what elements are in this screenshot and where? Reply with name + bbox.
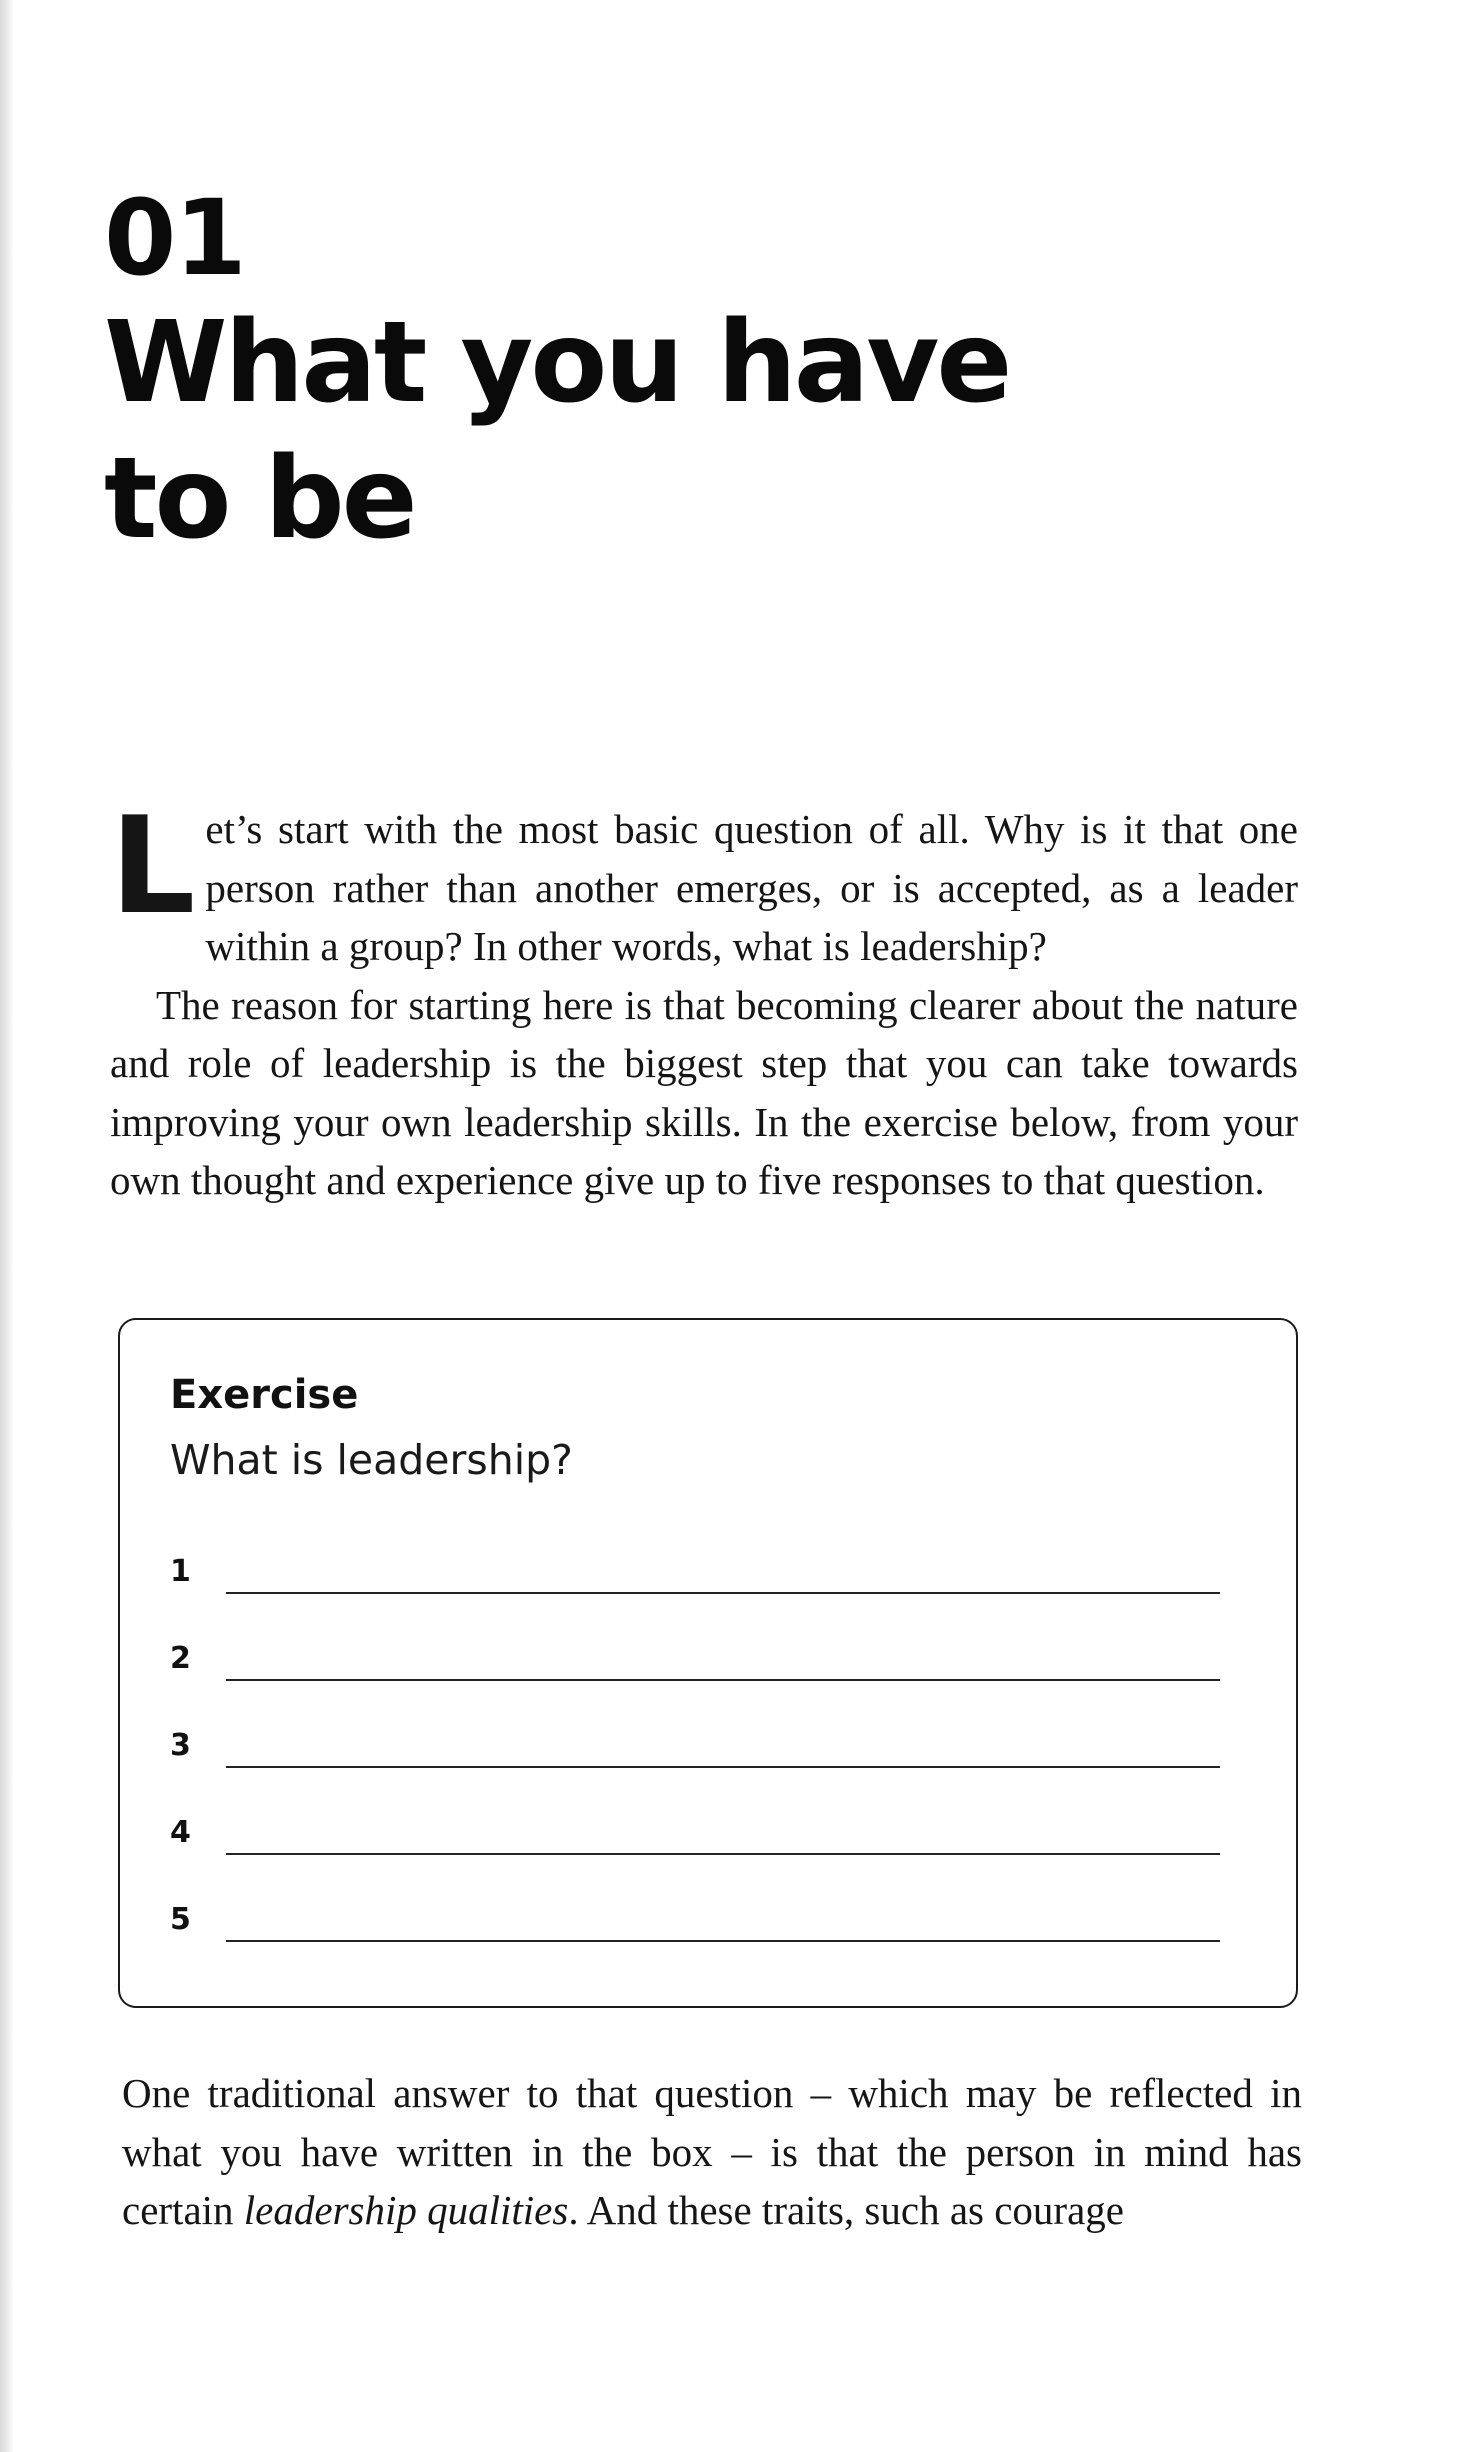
answer-rule <box>226 1940 1220 1942</box>
intro-text <box>110 788 1298 1210</box>
answer-number: 3 <box>170 1728 191 1763</box>
chapter-title-line-1: What you have <box>104 298 1010 428</box>
answer-number: 2 <box>170 1641 191 1676</box>
exercise-box <box>118 1318 1298 2008</box>
page-spine-shadow <box>0 0 14 2452</box>
chapter-title-line-2: to be <box>104 434 415 564</box>
answer-number: 4 <box>170 1815 191 1850</box>
answer-number: 5 <box>170 1902 191 1937</box>
intro-paragraph-1-text: et’s start with the most basic question of all. Why is it that one person rather than another emerges, or is accepted, as a leader within a group? In other words, what is leadership? <box>205 806 1298 969</box>
closing-text-start: One traditional answer to that question – which may be reflected in what you have written in the box – is that the person in mind has certain <box>122 2070 1302 2233</box>
closing-paragraph <box>122 2064 1302 2240</box>
intro-paragraph-1 <box>110 788 1298 976</box>
intro-paragraph-2: The reason for starting here is that becoming clearer about the nature and role of leadership is the biggest step that you can take towards improving your own leadership skills. In the exercise below, from your own thought and experience give up to five responses to that question. <box>110 981 1298 1203</box>
answer-rule <box>226 1592 1220 1594</box>
drop-cap: L <box>110 788 196 944</box>
answer-line-4[interactable] <box>170 1809 1220 1859</box>
answer-number: 1 <box>170 1554 191 1589</box>
chapter-number: 01 <box>104 177 245 299</box>
answer-rule <box>226 1679 1220 1681</box>
exercise-heading: Exercise <box>170 1372 359 1418</box>
chapter-title <box>104 295 1204 567</box>
closing-italic-term: leadership qualities <box>243 2187 569 2233</box>
answer-rule <box>226 1853 1220 1855</box>
answer-line-1[interactable] <box>170 1548 1220 1598</box>
answer-line-5[interactable] <box>170 1896 1220 1946</box>
answer-line-3[interactable] <box>170 1722 1220 1772</box>
exercise-question: What is leadership? <box>170 1436 573 1484</box>
closing-text-end: . And these traits, such as courage <box>568 2187 1124 2233</box>
answer-rule <box>226 1766 1220 1768</box>
answer-line-2[interactable] <box>170 1635 1220 1685</box>
